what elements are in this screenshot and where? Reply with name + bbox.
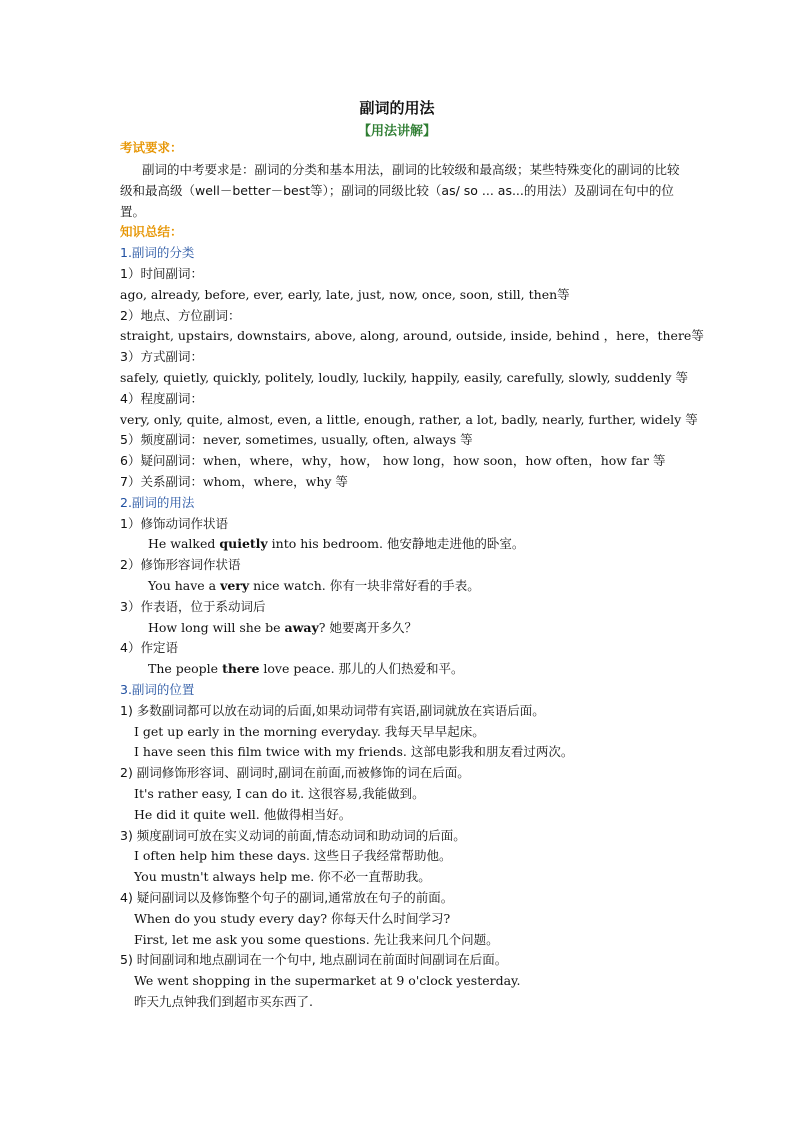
- section1-item-words: straight, upstairs, downstairs, above, along, around, outside, inside, behind ，here，there等: [120, 328, 704, 343]
- section2-example: [148, 578, 480, 594]
- section3-rule: 2) 副词修饰形容词、副词时,副词在前面,而被修饰的词在后面。: [120, 765, 470, 780]
- example-text: ? 她要离开多久？: [318, 620, 417, 635]
- example-text: into his bedroom. 他安静地走进他的卧室。: [267, 536, 525, 551]
- section1-item-row: [120, 453, 666, 469]
- knowledge-heading: 知识总结：: [120, 224, 183, 239]
- section1-item-words: when，where，why，how， how long，how soon，how often，how far 等: [202, 453, 666, 468]
- example-text: You have a: [148, 578, 221, 593]
- example-bold-word: there: [222, 661, 260, 676]
- section1-item-row: [120, 432, 473, 448]
- section1-item-label: 1）时间副词：: [120, 266, 203, 281]
- section1-item-words: whom，where，why 等: [202, 474, 348, 489]
- section2-heading: 2.副词的用法: [120, 495, 195, 510]
- example-text: He walked: [148, 536, 220, 551]
- example-bold-word: away: [284, 620, 319, 635]
- example-text: How long will she be: [148, 620, 285, 635]
- section2-example: [148, 661, 464, 677]
- section3-example: We went shopping in the supermarket at 9 o'clock yesterday.: [134, 973, 521, 988]
- section3-example: When do you study every day? 你每天什么时间学习?: [134, 911, 451, 926]
- section3-heading: 3.副词的位置: [120, 682, 195, 697]
- section2-item-label: 2）修饰形容词作状语: [120, 557, 241, 572]
- example-text: The people: [148, 661, 223, 676]
- section3-example: I get up early in the morning everyday. 我每天早早起床。: [134, 724, 485, 739]
- section1-item-label: 6）疑问副词：: [120, 453, 203, 468]
- section1-item-words: very, only, quite, almost, even, a little, enough, rather, a lot, badly, nearly, further, widely 等: [120, 412, 698, 427]
- section1-item-label: 7）关系副词：: [120, 474, 203, 489]
- page-subtitle: 【用法讲解】: [357, 124, 436, 139]
- section3-example: It's rather easy, I can do it. 这很容易,我能做到。: [134, 786, 425, 801]
- section3-rule: 3) 频度副词可放在实义动词的前面,情态动词和助动词的后面。: [120, 828, 466, 843]
- example-text: love peace. 那儿的人们热爱和平。: [259, 661, 464, 676]
- section2-example: [148, 620, 417, 636]
- section1-item-row: [120, 474, 348, 490]
- section1-item-label: 5）频度副词：: [120, 432, 203, 447]
- example-bold-word: quietly: [219, 536, 268, 551]
- section1-item-label: 4）程度副词：: [120, 391, 203, 406]
- section1-item-words: ago, already, before, ever, early, late, just, now, once, soon, still, then等: [120, 287, 570, 302]
- section2-item-label: 1）修饰动词作状语: [120, 516, 228, 531]
- exam-paragraph: [120, 159, 680, 222]
- section3-example: You mustn't always help me. 你不必一直帮助我。: [134, 869, 431, 884]
- section3-example: I have seen this film twice with my friends. 这部电影我和朋友看过两次。: [134, 744, 574, 759]
- section2-item-label: 4）作定语: [120, 640, 178, 655]
- section3-example: He did it quite well. 他做得相当好。: [134, 807, 352, 822]
- section3-example: First, let me ask you some questions. 先让我来问几个问题。: [134, 932, 499, 947]
- section1-item-words: safely, quietly, quickly, politely, loudly, luckily, happily, easily, carefully, slowly, suddenly 等: [120, 370, 688, 385]
- section2-item-label: 3）作表语，位于系动词后: [120, 599, 266, 614]
- section3-rule: 5) 时间副词和地点副词在一个句中, 地点副词在前面时间副词在后面。: [120, 952, 508, 967]
- section1-heading: 1.副词的分类: [120, 245, 195, 260]
- section3-rule: 1) 多数副词都可以放在动词的后面,如果动词带有宾语,副词就放在宾语后面。: [120, 703, 545, 718]
- example-text: nice watch. 你有一块非常好看的手表。: [249, 578, 480, 593]
- section1-item-words: never, sometimes, usually, often, always 等: [202, 432, 473, 447]
- exam-text: 副词的中考要求是：副词的分类和基本用法，副词的比较级和最高级；某些特殊变化的副词的比较级和最高级（well－better－best等）；副词的同级比较（as/ so ... as...的用法）及副词在句中的位置。: [120, 162, 680, 219]
- page-title: 副词的用法: [359, 99, 435, 117]
- example-bold-word: very: [220, 578, 250, 593]
- exam-heading: 考试要求：: [120, 140, 183, 155]
- section3-example: 昨天九点钟我们到超市买东西了.: [134, 994, 313, 1009]
- section2-example: [148, 536, 524, 552]
- section1-item-label: 3）方式副词：: [120, 349, 203, 364]
- section3-rule: 4) 疑问副词以及修饰整个句子的副词,通常放在句子的前面。: [120, 890, 454, 905]
- section1-item-label: 2）地点、方位副词：: [120, 308, 241, 323]
- section3-example: I often help him these days. 这些日子我经常帮助他。: [134, 848, 452, 863]
